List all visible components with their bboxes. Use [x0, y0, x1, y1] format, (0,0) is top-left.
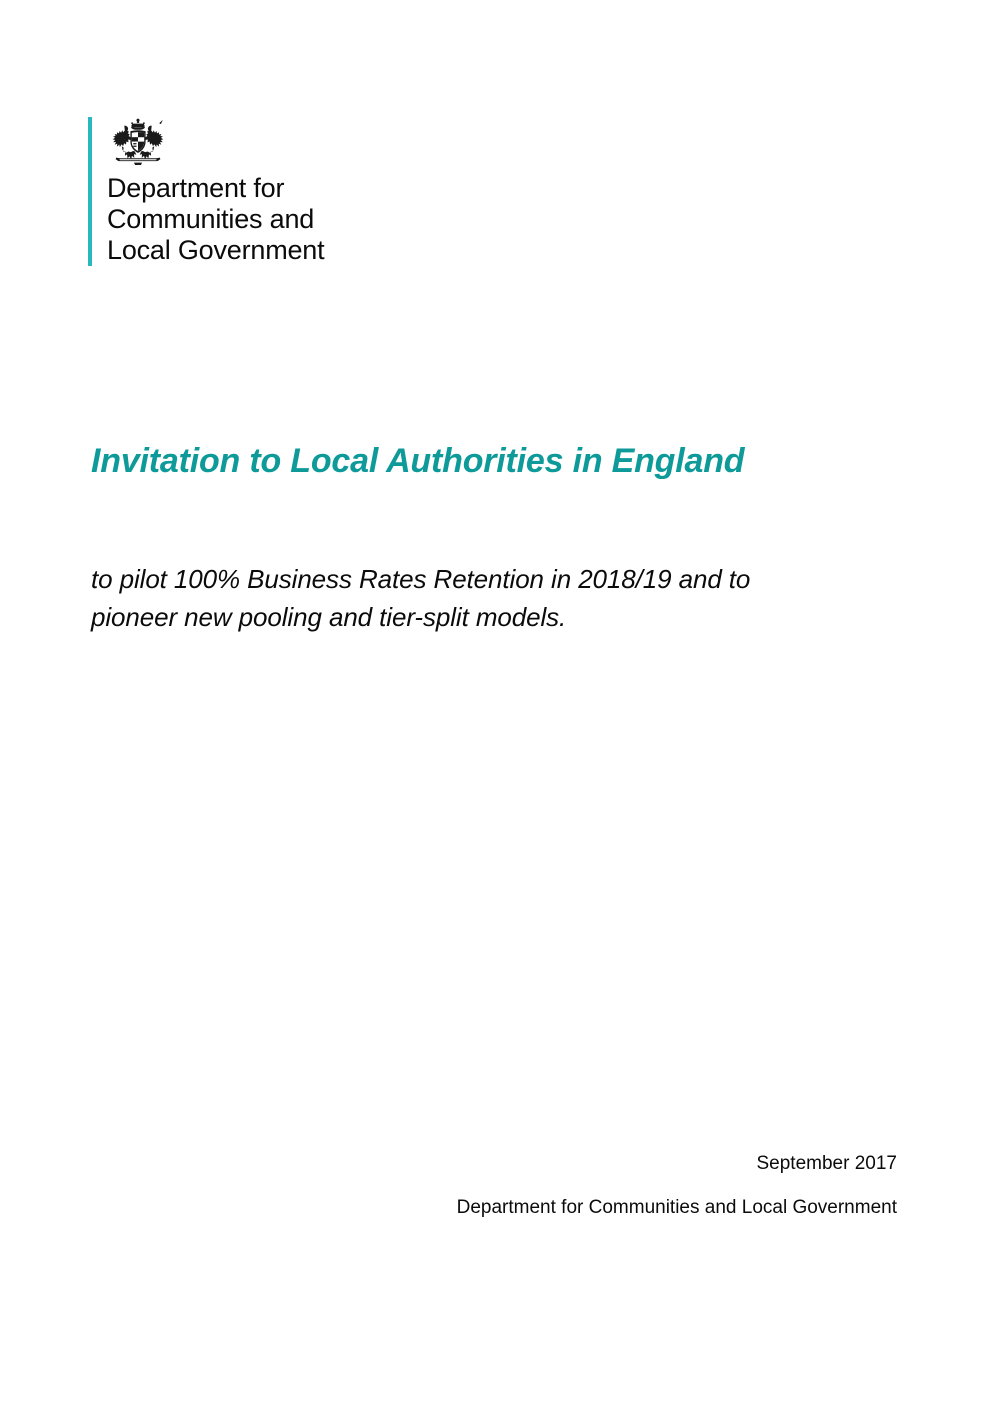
dclg-logo	[88, 117, 324, 266]
publication-date: September 2017	[756, 1153, 897, 1174]
cover-footer	[457, 1152, 897, 1220]
page-title: Invitation to Local Authorities in England	[91, 442, 745, 480]
page-subtitle-line-1: to pilot 100% Business Rates Retention in 2018/19 and to	[91, 564, 751, 594]
royal-coat-of-arms-icon	[107, 117, 169, 167]
logo-line-2: Communities and	[107, 204, 315, 234]
logo-line-3: Local Government	[107, 235, 325, 265]
page-subtitle	[91, 560, 881, 636]
publisher-name: Department for Communities and Local Government	[456, 1197, 897, 1218]
logo-line-1: Department for	[107, 173, 285, 203]
logo-body	[107, 117, 324, 266]
page-subtitle-line-2: pioneer new pooling and tier-split models.	[91, 602, 567, 632]
logo-accent-rule	[88, 117, 92, 266]
